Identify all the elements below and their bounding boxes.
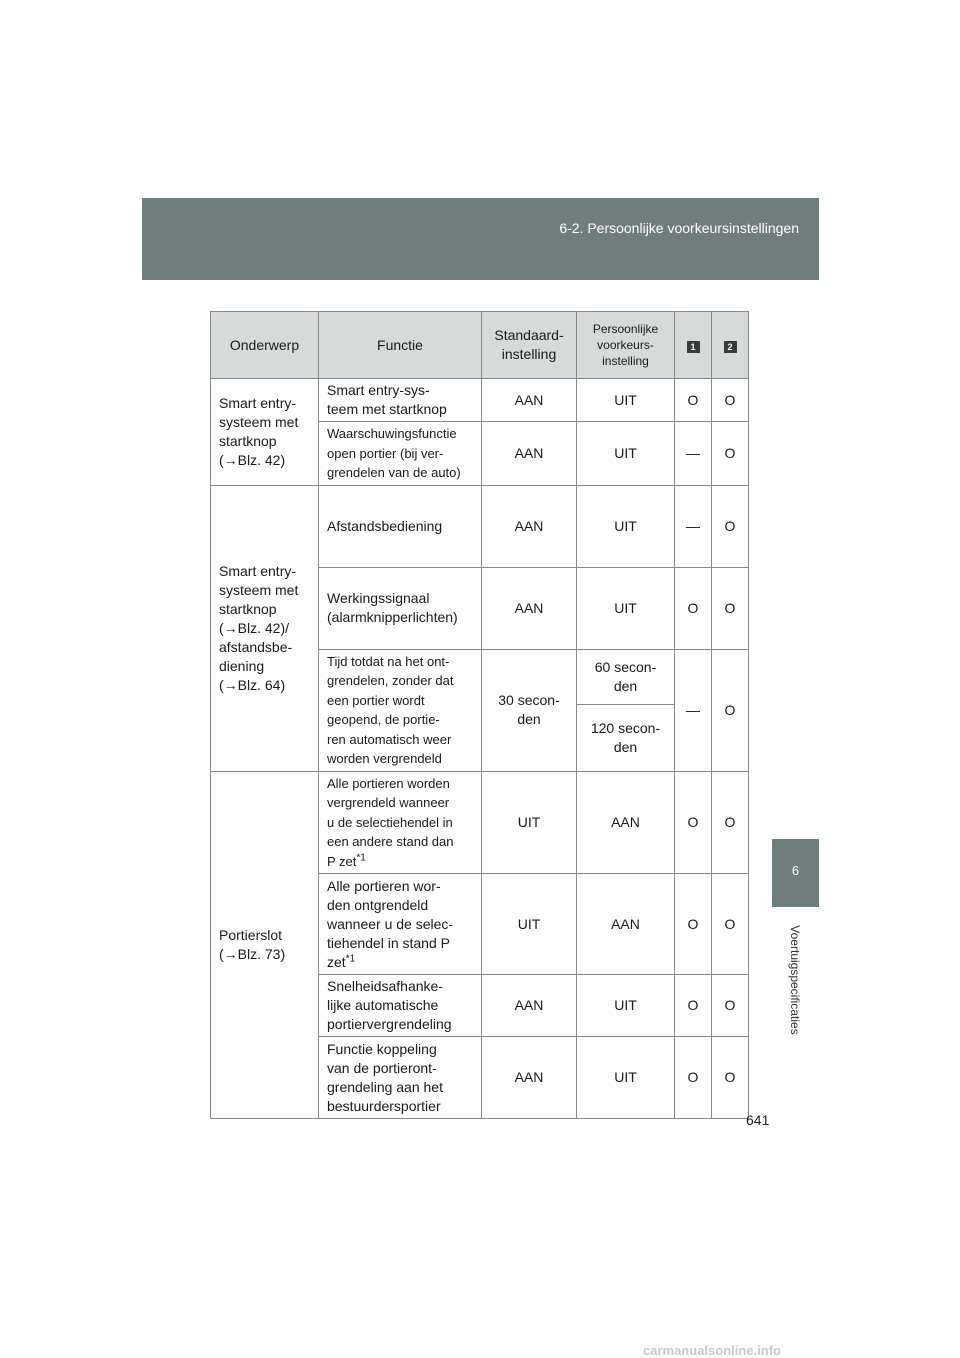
model-1-badge: 1 <box>687 341 700 353</box>
function-cell: Tijd totdat na het ont- grendelen, zonder dat een portier wordt geopend, de portie- ren automatisch weer worden vergrendeld <box>319 649 482 771</box>
function-cell: Afstandsbediening <box>319 485 482 567</box>
personal-cell: UIT <box>577 485 675 567</box>
model-2-cell: O <box>712 1037 749 1119</box>
default-cell: UIT <box>482 874 577 975</box>
model-2-cell: O <box>712 379 749 422</box>
watermark: carmanualsonline.info <box>643 1343 781 1358</box>
model-1-cell: O <box>675 1037 712 1119</box>
model-2-badge: 2 <box>724 341 737 353</box>
function-cell: Smart entry-sys- teem met startknop <box>319 379 482 422</box>
table-row <box>211 771 749 874</box>
footnote-mark: *1 <box>356 852 366 864</box>
function-text: Alle portieren worden vergrendeld wanneer u de selectiehendel in een andere stand dan P zet <box>327 775 454 869</box>
personal-cell: UIT <box>577 567 675 649</box>
model-2-cell: O <box>712 567 749 649</box>
page-number: 641 <box>746 1112 770 1128</box>
default-cell: UIT <box>482 771 577 874</box>
default-cell: AAN <box>482 485 577 567</box>
default-cell: AAN <box>482 422 577 486</box>
default-cell: AAN <box>482 1037 577 1119</box>
col-header-default <box>482 312 577 379</box>
table-row <box>211 485 749 567</box>
personal-cell: UIT <box>577 422 675 486</box>
personal-cell: AAN <box>577 874 675 975</box>
function-cell: Waarschuwingsfunctie open portier (bij ver- grendelen van de auto) <box>319 422 482 486</box>
model-1-cell: O <box>675 771 712 874</box>
personal-cell: 60 secon- den <box>577 649 675 705</box>
chapter-tab: 6 <box>772 839 819 907</box>
default-cell: AAN <box>482 379 577 422</box>
col-header-model-1 <box>675 312 712 379</box>
settings-table <box>210 311 749 1119</box>
chapter-label: Voertuigspecificaties <box>788 925 802 1035</box>
function-cell: Werkingssignaal (alarmknipperlichten) <box>319 567 482 649</box>
model-2-cell: O <box>712 874 749 975</box>
model-1-cell: O <box>675 975 712 1037</box>
personal-cell: UIT <box>577 975 675 1037</box>
function-cell <box>319 771 482 874</box>
model-1-cell: — <box>675 485 712 567</box>
function-text: Alle portieren wor- den ontgrendeld wanneer u de selec- tiehendel in stand P zet <box>327 877 454 970</box>
model-2-cell: O <box>712 975 749 1037</box>
function-cell: Functie koppeling van de portieront- grendeling aan het bestuurdersportier <box>319 1037 482 1119</box>
model-1-cell: O <box>675 379 712 422</box>
default-cell: AAN <box>482 975 577 1037</box>
model-2-cell: O <box>712 485 749 567</box>
model-2-cell: O <box>712 422 749 486</box>
model-1-cell: O <box>675 874 712 975</box>
col-header-default-text: Standaard- instelling <box>494 327 564 362</box>
col-header-model-2 <box>712 312 749 379</box>
table-header-row <box>211 312 749 379</box>
subject-cell: Portierslot (→Blz. 73) <box>211 771 319 1119</box>
table-row <box>211 379 749 422</box>
function-cell: Snelheidsafhanke- lijke automatische portiervergrendeling <box>319 975 482 1037</box>
section-title: 6-2. Persoonlijke voorkeursinstellingen <box>559 220 799 236</box>
subject-cell: Smart entry- systeem met startknop (→Blz. 42) <box>211 379 319 486</box>
personal-cell: UIT <box>577 379 675 422</box>
personal-cell: 120 secon- den <box>577 705 675 771</box>
function-cell <box>319 874 482 975</box>
subject-cell: Smart entry- systeem met startknop (→Blz. 42)/ afstandsbe- diening (→Blz. 64) <box>211 485 319 771</box>
model-1-cell: — <box>675 422 712 486</box>
default-cell: 30 secon- den <box>482 649 577 771</box>
model-1-cell: — <box>675 649 712 771</box>
col-header-subject: Onderwerp <box>211 312 319 379</box>
model-2-cell: O <box>712 771 749 874</box>
col-header-personal <box>577 312 675 379</box>
personal-cell: AAN <box>577 771 675 874</box>
col-header-personal-text: Persoonlijke voorkeurs- instelling <box>592 322 659 368</box>
section-header-bar <box>142 198 819 280</box>
model-2-cell: O <box>712 649 749 771</box>
footnote-mark: *1 <box>345 952 356 964</box>
model-1-cell: O <box>675 567 712 649</box>
default-cell: AAN <box>482 567 577 649</box>
personal-cell: UIT <box>577 1037 675 1119</box>
col-header-function: Functie <box>319 312 482 379</box>
